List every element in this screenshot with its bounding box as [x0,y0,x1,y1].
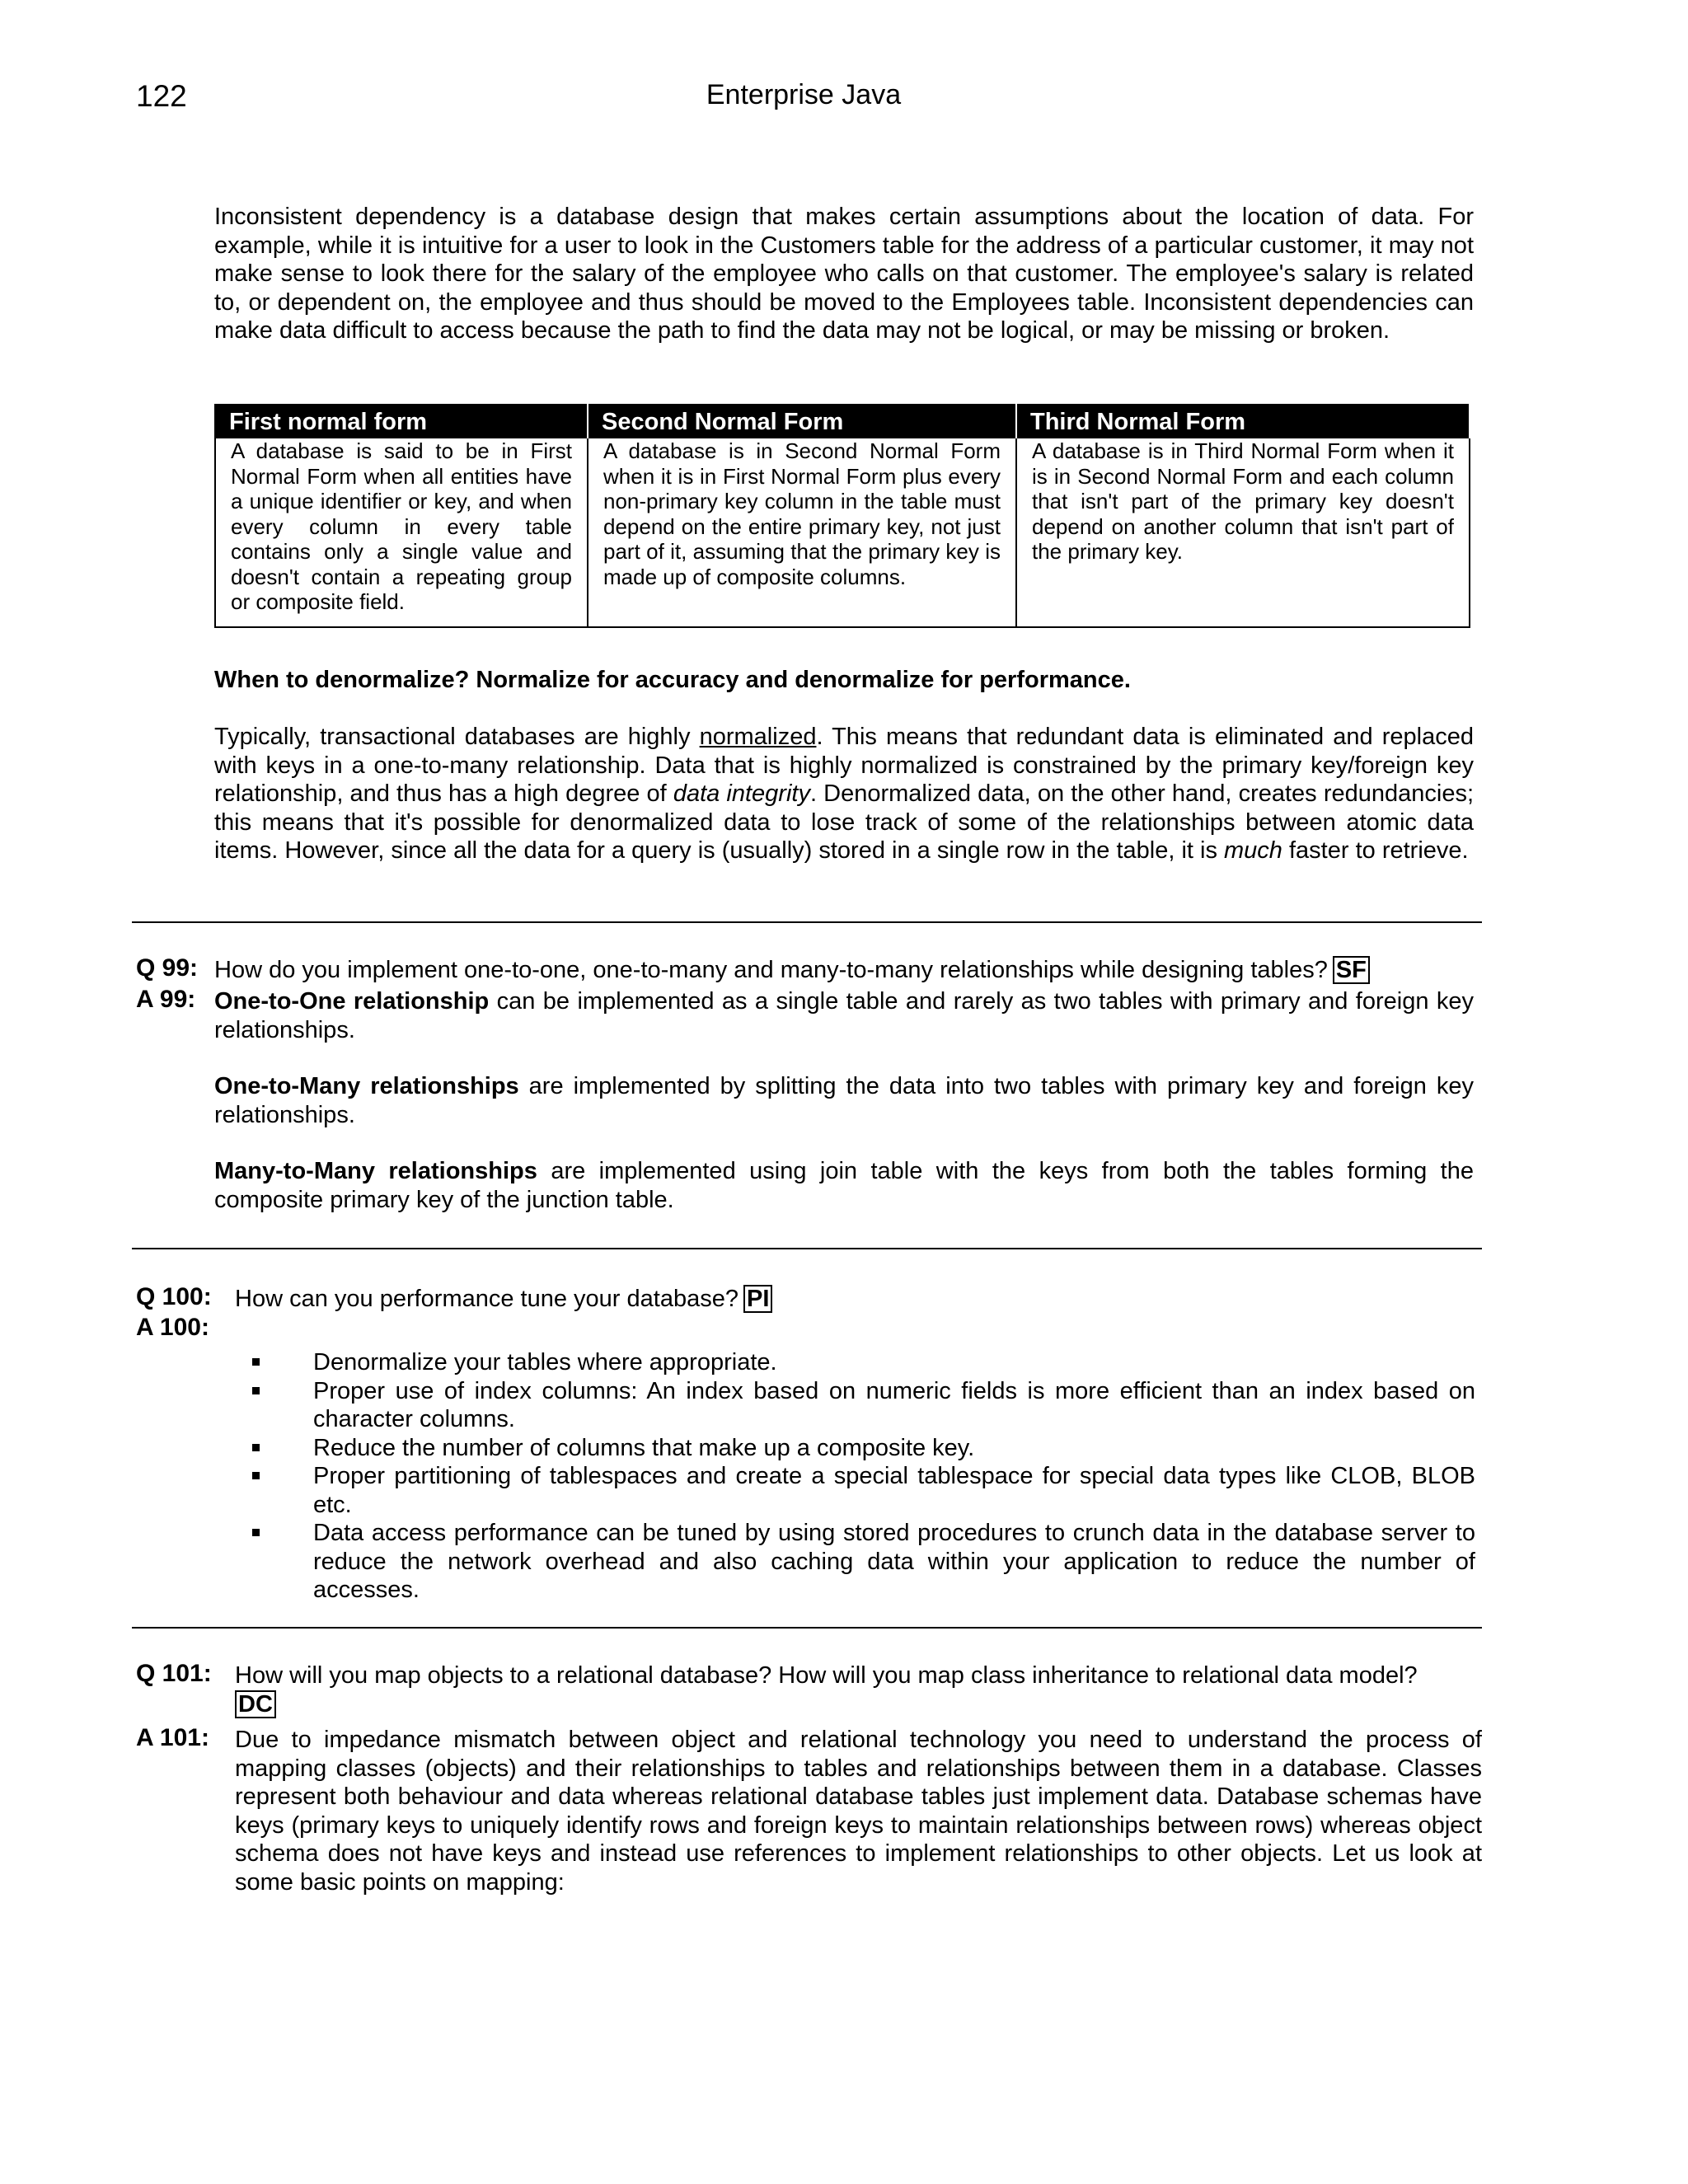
bullet-text: Proper partitioning of tablespaces and create a special tablespace for special data types like CLOB, BLOB etc. [313,1463,1475,1518]
list-item [247,1462,1475,1519]
italic-term: much [1224,837,1282,864]
bullet-square-icon [252,1358,260,1366]
header-second-normal-form: Second Normal Form [588,405,1016,438]
section-divider [132,1627,1482,1629]
bold-term: Many-to-Many relationships [214,1158,537,1184]
text-span: can be implemented as a single table and rarely as two tables with primary and foreign key relationships. [214,988,1474,1043]
text-span: . This means that redundant data is eliminated and replaced with keys in a one-to-many relationship. Data that is highly normalized is constrained by the primary key/foreign key relationship, and thus has a high degree of [214,724,1474,807]
bold-term: One-to-Many relationships [214,1073,519,1099]
a99-one-to-many [214,1072,1474,1129]
bullet-text: Reduce the number of columns that make up a composite key. [313,1434,975,1461]
text-span: are implemented using join table with the keys from both the tables forming the composite primary key of the junction table. [214,1158,1474,1213]
header-first-normal-form: First normal form [215,405,588,438]
section-divider [132,1248,1482,1249]
running-title: Enterprise Java [706,79,902,110]
header-third-normal-form: Third Normal Form [1016,405,1470,438]
question-text: How can you performance tune your database? [235,1286,738,1312]
italic-term: data integrity [673,780,810,807]
tag-sf: SF [1333,956,1370,984]
bullet-text: Data access performance can be tuned by using stored procedures to crunch data in the database server to reduce the network overhead and also caching data within your application to reduce the number of accesses. [313,1520,1475,1603]
list-item [247,1348,1475,1377]
denormalize-paragraph [214,723,1474,865]
cell-first-normal-form: A database is said to be in First Normal Form when all entities have a unique identifier or key, and when every column in every table contains only a single value and doesn't contain a repeating group or composite field. [215,438,588,627]
bold-term: One-to-One relationship [214,988,490,1015]
bullet-text: Proper use of index columns: An index based on numeric fields is more efficient than an index based on character columns. [313,1377,1475,1432]
tag-dc: DC [235,1690,276,1718]
table-header-row [215,405,1470,438]
page-number: 122 [136,79,187,113]
a99-many-to-many [214,1157,1474,1214]
list-item [247,1519,1475,1605]
section-divider [132,921,1482,923]
q100-question [235,1285,772,1314]
normalized-link: normalized [699,724,817,750]
a101-answer: Due to impedance mismatch between object and relational technology you need to understand the process of mapping classes (objects) and their relationships to tables and relationships between them in a database. Classes represent both behaviour and data whereas relational database tables just implement data. Database schemas have keys (primary keys to uniquely identify rows and foreign keys to maintain relationships between rows) whereas object schema does not have keys and instead use references to implement relationships to other objects. Let us look at some basic points on mapping: [235,1727,1482,1896]
denormalize-heading: When to denormalize? Normalize for accuracy and denormalize for performance. [214,667,1131,693]
normal-forms-table [214,404,1470,628]
a99-one-to-one [214,987,1474,1044]
q101-label: Q 101: [136,1660,212,1687]
tag-pi: PI [743,1285,772,1313]
a100-label: A 100: [136,1314,209,1341]
bullet-square-icon [252,1472,260,1479]
cell-second-normal-form: A database is in Second Normal Form when it is in First Normal Form plus every non-primary key column in the table must depend on the entire primary key, not just part of it, assuming that the primary key is made up of composite columns. [588,438,1016,627]
intro-paragraph: Inconsistent dependency is a database design that makes certain assumptions about the location of data. For example, while it is intuitive for a user to look in the Customers table for the address of a particular customer, it may not make sense to look there for the salary of the employee who calls on that customer. The employee's salary is related to, or dependent on, the employee and thus should be moved to the Employees table. Inconsistent dependencies can make data difficult to access because the path to find the data may not be logical, or may be missing or broken. [214,204,1474,344]
q100-label: Q 100: [136,1283,212,1310]
bullet-square-icon [252,1529,260,1536]
a101-label: A 101: [136,1724,209,1751]
bullet-text: Denormalize your tables where appropriate. [313,1349,777,1376]
text-span: . Denormalized data, on the other hand, creates redundancies; this means that it's possible for denormalized data to lose track of some of the relationships between atomic data items. However, since all the data for a query is (usually) stored in a single row in the table, it is [214,780,1475,864]
a100-bullet-list [247,1348,1475,1605]
list-item [247,1434,1475,1463]
q99-question [214,956,1484,985]
bullet-square-icon [252,1387,260,1394]
text-span: faster to retrieve. [1282,837,1469,864]
question-text: How will you map objects to a relational database? How will you map class inheritance to relational data model? [235,1662,1418,1689]
bullet-square-icon [252,1444,260,1451]
text-span: Typically, transactional databases are highly [214,724,700,750]
cell-third-normal-form: A database is in Third Normal Form when it is in Second Normal Form and each column that isn't part of the primary key doesn't depend on another column that isn't part of the primary key. [1016,438,1470,627]
text-span: are implemented by splitting the data into two tables with primary key and foreign key relationships. [214,1073,1474,1128]
a99-label: A 99: [136,986,196,1013]
q99-label: Q 99: [136,954,199,982]
q101-question [235,1661,1479,1718]
question-text: How do you implement one-to-one, one-to-many and many-to-many relationships while designing tables? [214,957,1328,983]
table-row [215,438,1470,627]
list-item [247,1377,1475,1434]
